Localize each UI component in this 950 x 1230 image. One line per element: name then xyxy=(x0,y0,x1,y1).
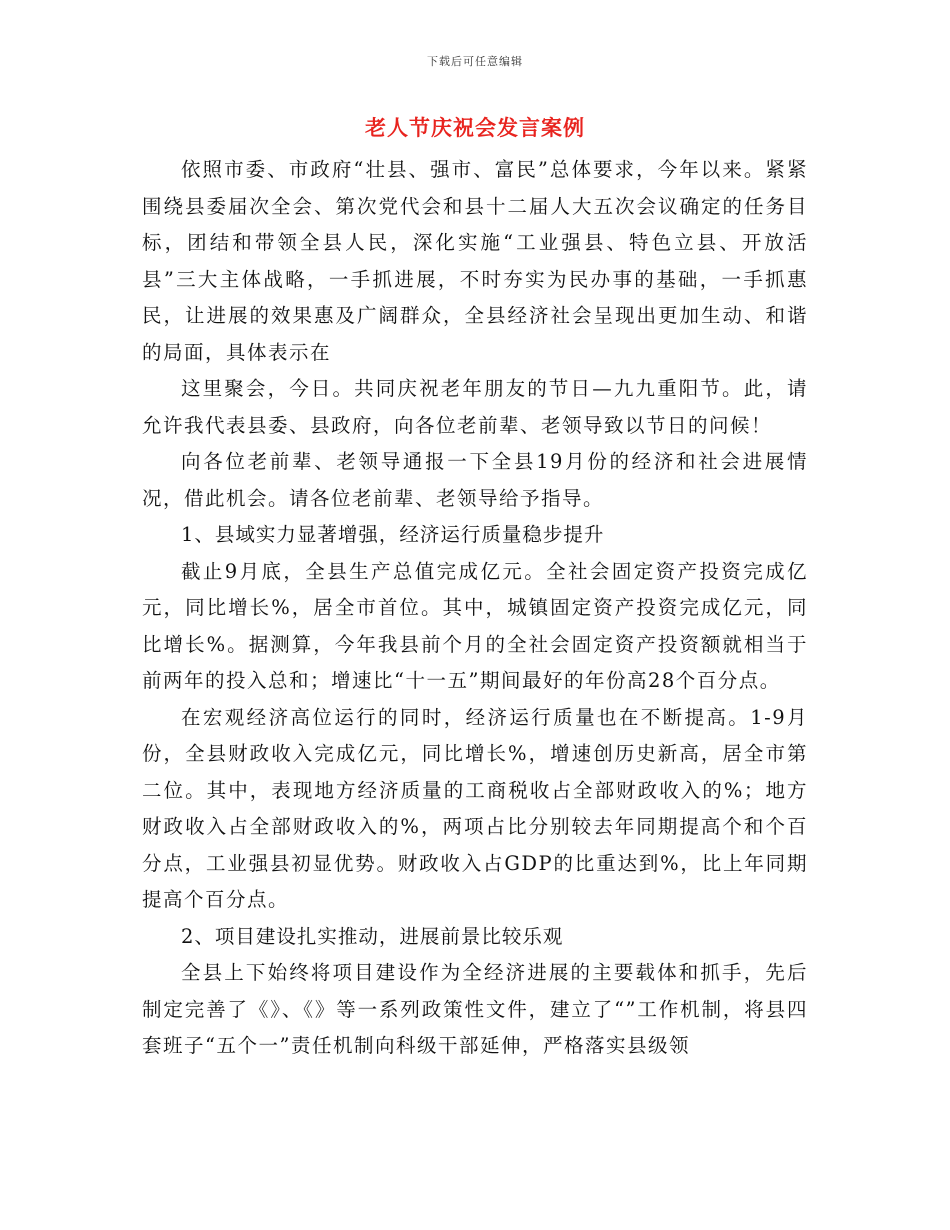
document-title: 老人节庆祝会发言案例 xyxy=(365,115,585,140)
page-header-note: 下载后可任意编辑 xyxy=(427,55,523,68)
document-body xyxy=(142,152,808,1065)
section-heading-1: 1、县域实力显著增强，经济运行质量稳步提升 xyxy=(181,523,605,546)
paragraph-greeting: 这里聚会，今日。共同庆祝老年朋友的节日—九九重阳节。此，请允许我代表县委、县政府，向各位老前辈、老领导致以节日的问候！ xyxy=(142,377,808,437)
paragraph-economic-quality: 在宏观经济高位运行的同时，经济运行质量也在不断提高。1-9月份，全县财政收入完成亿元，同比增长%，增速创历史新高，居全市第二位。其中，表现地方经济质量的工商税收占全部财政收入的%；地方财政收入占全部财政收入的%，两项占比分别较去年同期提高个和个百分点，工业强县初显优势。财政收入占GDP的比重达到%，比上年同期提高个百分点。 xyxy=(142,705,808,911)
paragraph-intro: 依照市委、市政府“壮县、强市、富民”总体要求，今年以来。紧紧围绕县委届次全会、第次党代会和县十二届人大五次会议确定的任务目标，团结和带领全县人民，深化实施“工业强县、特色立县、开放活县”三大主体战略，一手抓进展，不时夯实为民办事的基础，一手抓惠民，让进展的效果惠及广阔群众，全县经济社会呈现出更加生动、和谐的局面，具体表示在 xyxy=(142,158,808,364)
paragraph-gdp-investment: 截止9月底，全县生产总值完成亿元。全社会固定资产投资完成亿元，同比增长%，居全市首位。其中，城镇固定资产投资完成亿元，同比增长%。据测算，今年我县前个月的全社会固定资产投资额就相当于前两年的投入总和；增速比“十一五”期间最好的年份高28个百分点。 xyxy=(142,559,808,692)
section-heading-2: 2、项目建设扎实推动，进展前景比较乐观 xyxy=(181,924,564,948)
paragraph-project-construction: 全县上下始终将项目建设作为全经济进展的主要载体和抓手，先后制定完善了《》、《》等一系列政策性文件，建立了“”工作机制，将县四套班子“五个一”责任机制向科级干部延伸，严格落实县级领 xyxy=(142,961,808,1057)
paragraph-report-notice: 向各位老前辈、老领导通报一下全县19月份的经济和社会进展情况，借此机会。请各位老前辈、老领导给予指导。 xyxy=(142,450,808,510)
